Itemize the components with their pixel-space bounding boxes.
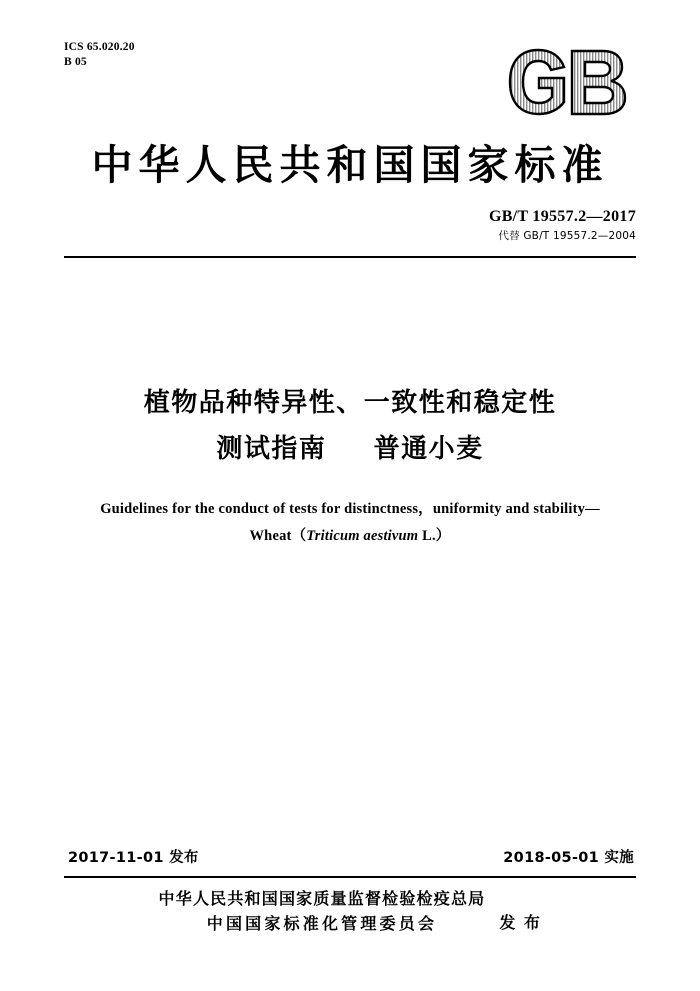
implementation-date: 2018-05-01 实施 [503, 850, 634, 866]
english-title-line-2 [70, 523, 630, 550]
page-title [0, 380, 700, 472]
standard-replaces-note: 代替 GB/T 19557.2—2004 [498, 230, 636, 242]
title-line-1: 植物品种特异性、一致性和稳定性 [143, 388, 557, 418]
english-title [70, 496, 630, 550]
title-line-2 [0, 426, 700, 472]
issuer-line-1: 中华人民共和国国家质量监督检验检疫总局 [158, 889, 486, 908]
publish-label: 发 布 [499, 912, 542, 932]
gb-logo-icon [508, 48, 636, 116]
title-line-2-part-a: 测试指南 [216, 434, 327, 464]
english-title-species-pre: Wheat（ [249, 528, 307, 544]
ics-number: ICS 65.020.20 [64, 41, 135, 53]
issuer-line-2: 中国国家标准化管理委员会 [206, 914, 438, 933]
footer-divider [64, 876, 636, 878]
standard-number: GB/T 19557.2—2017 [488, 208, 636, 225]
issuer-names [159, 886, 486, 936]
english-title-species-post: L.） [418, 528, 451, 544]
title-line-2-part-b: 普通小麦 [373, 434, 484, 464]
china-standard-class-code: B 05 [64, 56, 87, 68]
english-title-species-latin: Triticum aestivum [306, 528, 419, 544]
issuing-organizations [0, 886, 700, 936]
header-divider [64, 256, 636, 258]
national-standard-title: 中华人民共和国国家标准 [91, 141, 609, 189]
issue-date: 2017-11-01 发布 [68, 850, 199, 866]
english-title-line-1: Guidelines for the conduct of tests for distinctness，uniformity and stability— [100, 501, 600, 517]
ics-classification-block [64, 40, 135, 70]
